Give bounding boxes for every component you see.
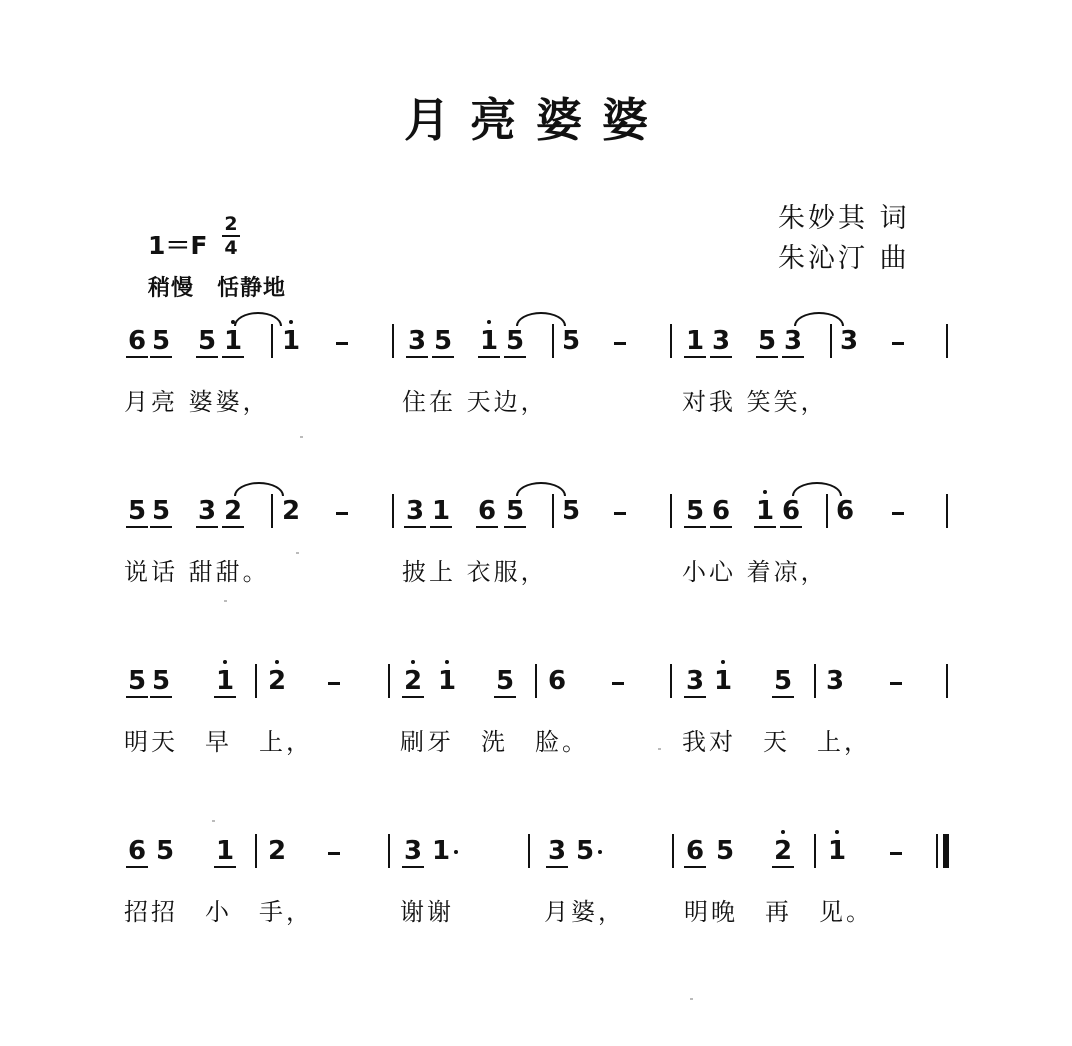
lyric-phrase: 对我 笑笑， (682, 388, 828, 416)
high-octave-dot (487, 320, 491, 324)
bar-line (255, 834, 257, 868)
note: 3 (685, 666, 705, 696)
bar-line (814, 664, 816, 698)
note-digit: 1 (713, 666, 733, 696)
note (826, 836, 848, 866)
song-title: 月亮婆婆 (404, 93, 668, 147)
bar-line (552, 324, 554, 358)
final-bar-thin (936, 834, 938, 868)
note: 2 (281, 496, 301, 526)
lyric-phrase: 住在 天边， (402, 388, 548, 416)
extension-dash (890, 852, 902, 855)
bar-line (392, 494, 394, 528)
note: 5 (495, 666, 515, 696)
scan-speck (224, 600, 227, 602)
time-denominator: 4 (224, 237, 238, 259)
note: 5 (155, 836, 175, 866)
note: 6 (127, 326, 147, 356)
note: 3 (825, 666, 845, 696)
note: 5 (685, 496, 705, 526)
extension-dash (328, 682, 340, 685)
note (712, 666, 734, 696)
lyric-phrase: 明天 早 上， (124, 728, 313, 756)
note-digit: 2 (403, 666, 423, 696)
scan-speck (212, 820, 215, 822)
note-digit: 1 (281, 326, 301, 356)
scan-speck (690, 998, 693, 1000)
tie-arc (234, 482, 284, 496)
bar-line (946, 664, 948, 698)
note (402, 666, 424, 698)
note (436, 666, 458, 696)
extension-dash (336, 342, 348, 345)
note: 3 (405, 496, 425, 526)
time-numerator: 2 (224, 213, 238, 235)
extension-dash (892, 512, 904, 515)
extension-dash (892, 342, 904, 345)
note: 3 (783, 326, 803, 356)
high-octave-dot (445, 660, 449, 664)
high-octave-dot (289, 320, 293, 324)
lyric-phrase: 披上 衣服， (402, 558, 548, 586)
note: 6 (477, 496, 497, 526)
note: 3 (547, 836, 567, 866)
high-octave-dot (763, 490, 767, 494)
lyric-phrase: 明晚 再 见。 (684, 898, 873, 926)
scan-speck (658, 748, 661, 750)
final-bar-thick (943, 834, 949, 868)
bar-line (528, 834, 530, 868)
lyricist-credit: 朱妙其 词 (778, 203, 910, 234)
note (266, 666, 288, 696)
note-digit: 1 (827, 836, 847, 866)
note: 5 (757, 326, 777, 356)
note: 5 (151, 666, 171, 696)
bar-line (388, 664, 390, 698)
bar-line (255, 664, 257, 698)
tempo-marking: 稍慢 恬静地 (148, 276, 287, 301)
augmentation-dot (598, 850, 602, 854)
note: 3 (711, 326, 731, 356)
scan-speck (300, 436, 303, 438)
note: 5 (715, 836, 735, 866)
note: 5 (433, 326, 453, 356)
high-octave-dot (223, 660, 227, 664)
note: 5 (561, 326, 581, 356)
scan-speck (296, 552, 299, 554)
note: 1 (685, 326, 705, 356)
note: 6 (711, 496, 731, 526)
lyric-phrase: 刷牙 洗 脸。 (400, 728, 589, 756)
tie-arc (234, 312, 282, 326)
high-octave-dot (275, 660, 279, 664)
note: 3 (197, 496, 217, 526)
lyric-phrase: 说话 甜甜。 (124, 558, 270, 586)
extension-dash (890, 682, 902, 685)
bar-line (670, 494, 672, 528)
bar-line (271, 494, 273, 528)
lyric-phrase: 谢谢 (400, 898, 454, 926)
note-digit: 5 (575, 836, 595, 866)
extension-dash (328, 852, 340, 855)
high-octave-dot (411, 660, 415, 664)
note: 5 (127, 666, 147, 696)
time-signature (222, 214, 240, 258)
key-signature: 1＝F (148, 231, 208, 260)
note-digit: 1 (223, 326, 243, 356)
tie-arc (792, 482, 842, 496)
bar-line (670, 324, 672, 358)
lyric-phrase: 我对 天 上， (682, 728, 871, 756)
note: 5 (505, 496, 525, 526)
note: 5 (151, 326, 171, 356)
note: 6 (547, 666, 567, 696)
note-digit: 1 (479, 326, 499, 356)
bar-line (946, 324, 948, 358)
note-digit: 2 (267, 666, 287, 696)
tie-arc (516, 482, 566, 496)
note: 3 (839, 326, 859, 356)
note-digit: 1 (431, 836, 451, 866)
note (280, 326, 302, 356)
note: 5 (197, 326, 217, 356)
lyric-phrase: 月婆， (544, 898, 625, 926)
bar-line (830, 324, 832, 358)
bar-line (388, 834, 390, 868)
note: 3 (407, 326, 427, 356)
bar-line (672, 834, 674, 868)
bar-line (670, 664, 672, 698)
note (214, 666, 236, 698)
note: 5 (773, 666, 793, 696)
note: 2 (267, 836, 287, 866)
bar-line (814, 834, 816, 868)
note (574, 836, 596, 866)
tie-arc (794, 312, 844, 326)
bar-line (946, 494, 948, 528)
lyric-phrase: 招招 小 手， (124, 898, 313, 926)
lyric-phrase: 小心 着凉， (682, 558, 828, 586)
bar-line (271, 324, 273, 358)
high-octave-dot (835, 830, 839, 834)
composer-credit: 朱沁汀 曲 (778, 243, 910, 274)
note: 1 (431, 496, 451, 526)
bar-line (535, 664, 537, 698)
note (772, 836, 794, 868)
note (754, 496, 776, 528)
note (430, 836, 452, 866)
note (222, 326, 244, 358)
note (478, 326, 500, 358)
note: 5 (561, 496, 581, 526)
note: 6 (127, 836, 147, 866)
note: 1 (215, 836, 235, 866)
extension-dash (614, 512, 626, 515)
lyric-phrase: 月亮 婆婆， (124, 388, 270, 416)
note: 5 (505, 326, 525, 356)
augmentation-dot (454, 850, 458, 854)
extension-dash (614, 342, 626, 345)
note: 5 (151, 496, 171, 526)
high-octave-dot (721, 660, 725, 664)
bar-line (552, 494, 554, 528)
extension-dash (612, 682, 624, 685)
note: 3 (403, 836, 423, 866)
note: 2 (223, 496, 243, 526)
note-digit: 2 (773, 836, 793, 866)
extension-dash (336, 512, 348, 515)
note: 6 (781, 496, 801, 526)
note: 6 (685, 836, 705, 866)
note-digit: 1 (437, 666, 457, 696)
tie-arc (516, 312, 566, 326)
note-digit: 1 (755, 496, 775, 526)
bar-line (392, 324, 394, 358)
bar-line (826, 494, 828, 528)
note-digit: 1 (215, 666, 235, 696)
note: 6 (835, 496, 855, 526)
high-octave-dot (781, 830, 785, 834)
note: 5 (127, 496, 147, 526)
